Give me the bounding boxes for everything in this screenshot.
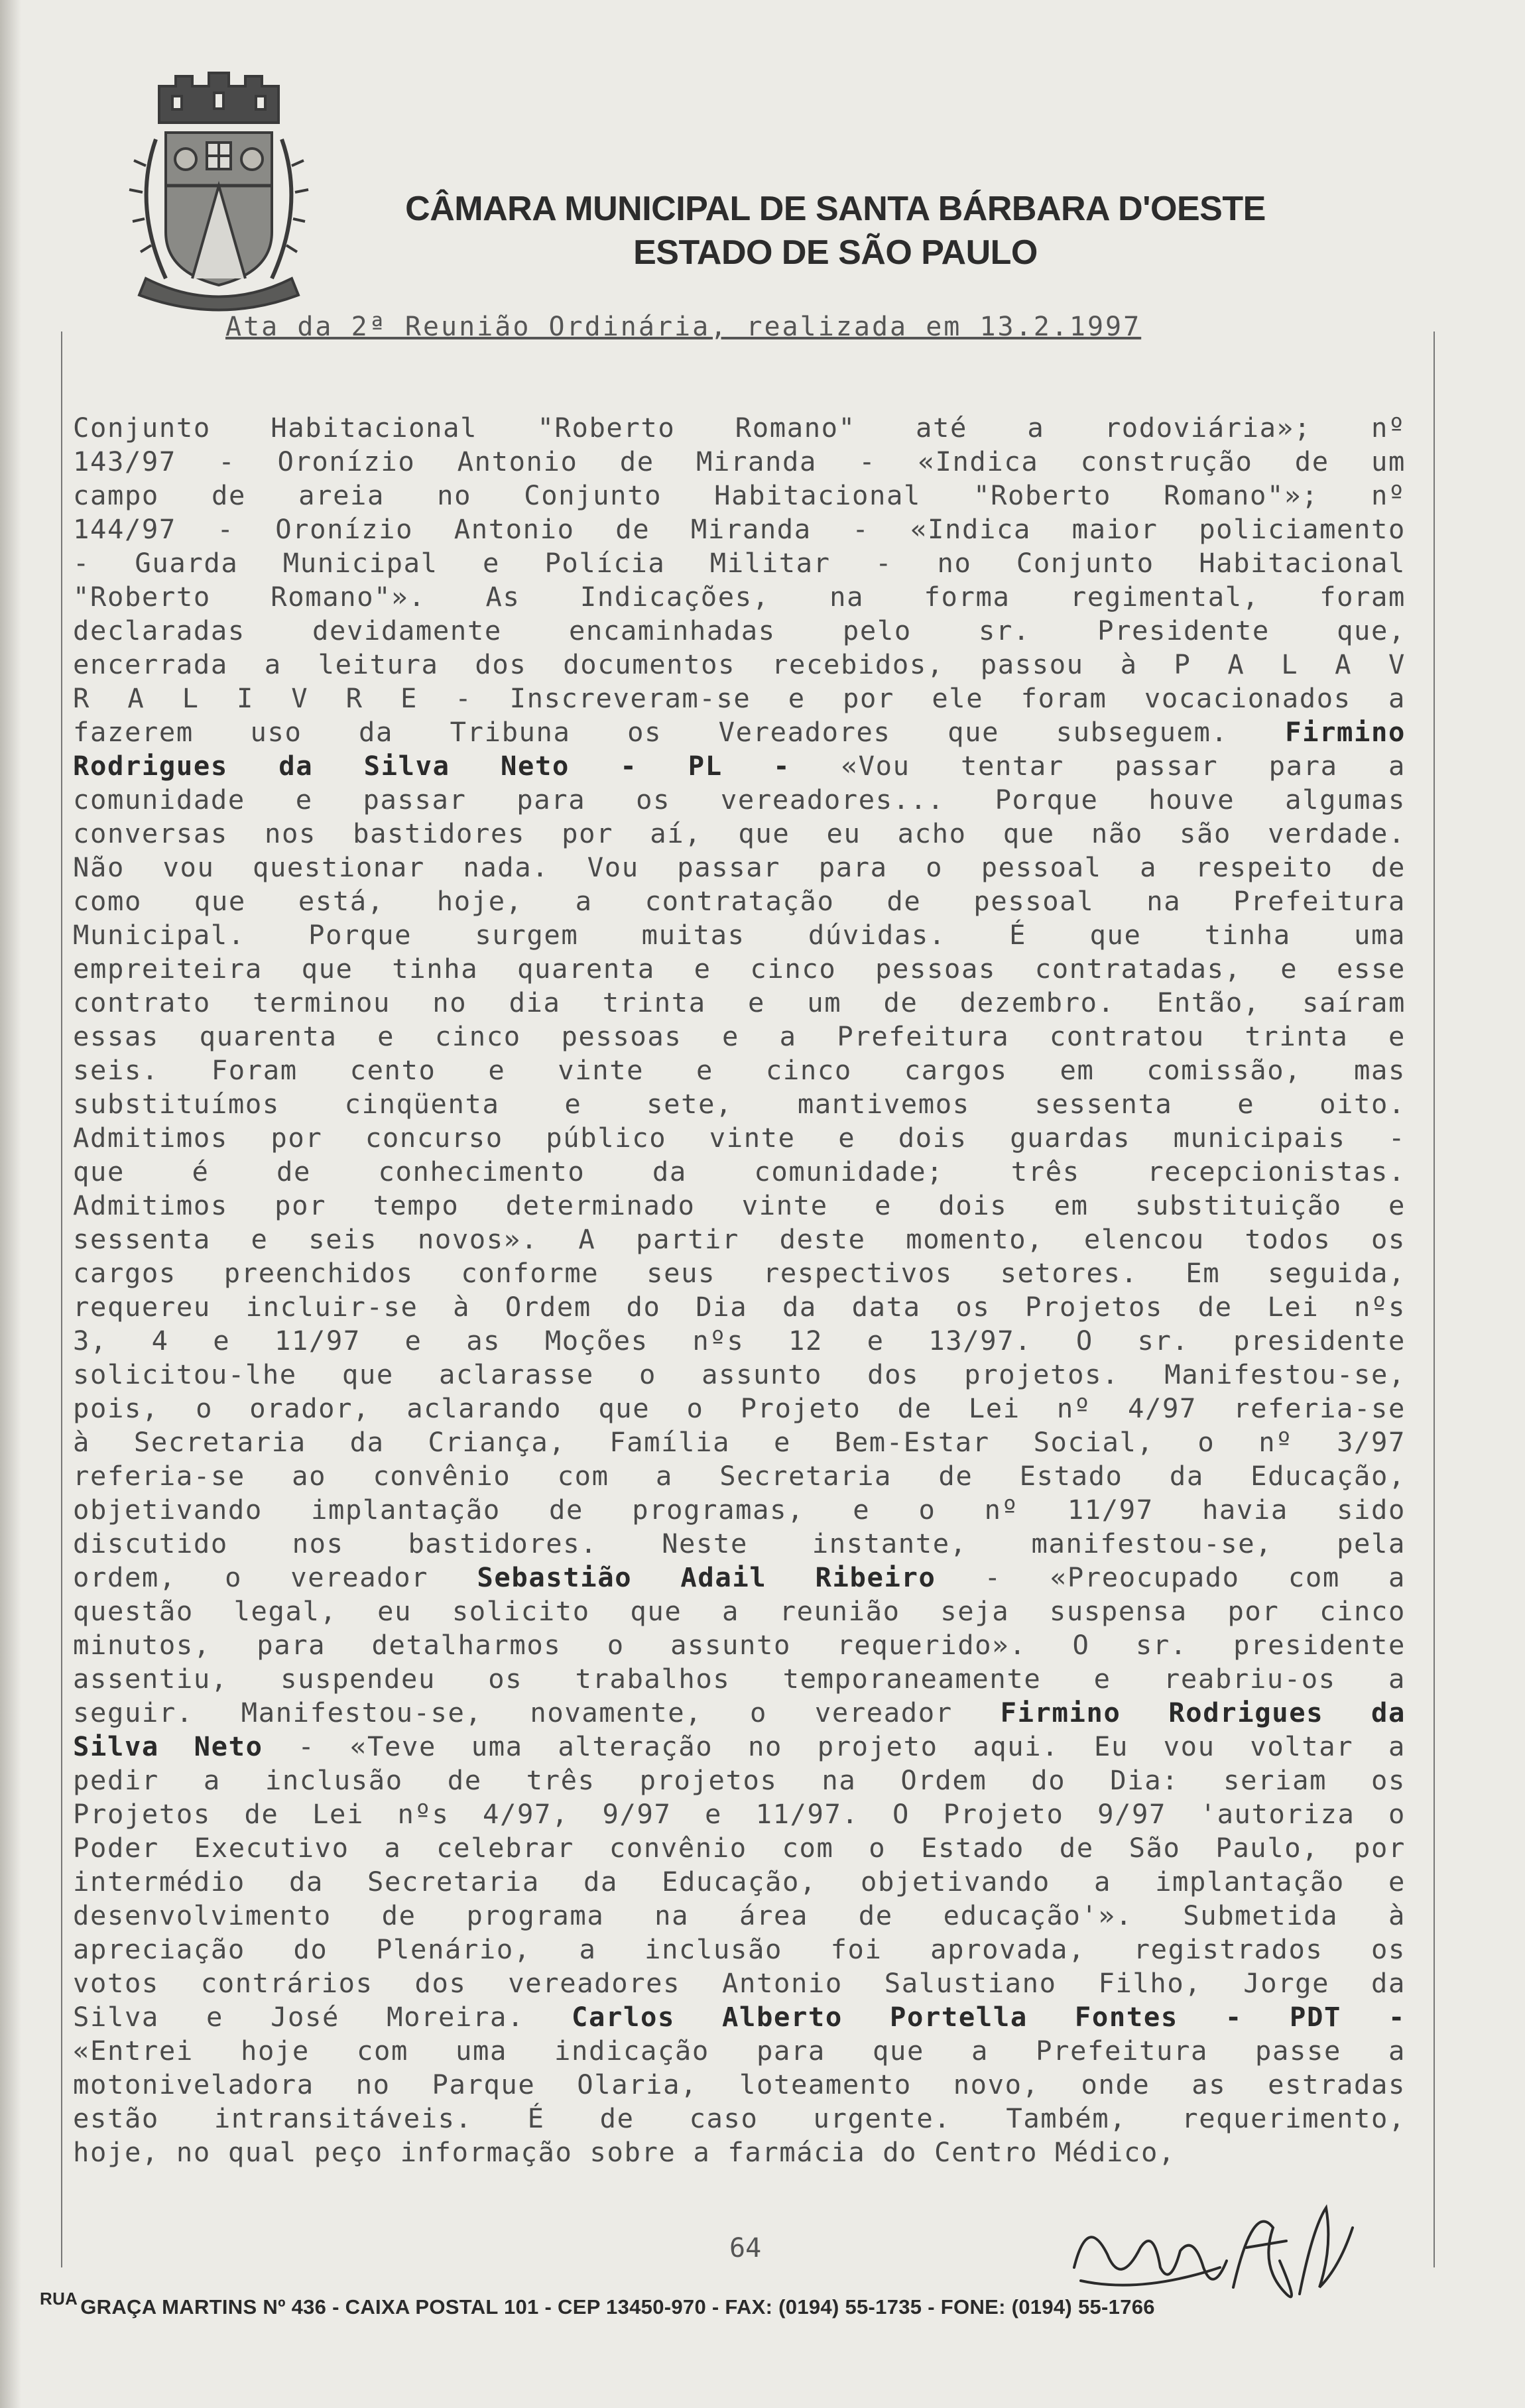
text-line bbox=[73, 1493, 1406, 1527]
text-line bbox=[73, 1764, 1406, 1797]
text-segment: referia-se ao convênio com a Secretaria de Estado da Educação, bbox=[73, 1460, 1406, 1492]
text-segment: essas quarenta e cinco pessoas e a Prefeitura contratou trinta e bbox=[73, 1020, 1406, 1052]
text-line bbox=[73, 783, 1406, 817]
text-segment: 143/97 - Oronízio Antonio de Miranda - «Indica construção de um bbox=[73, 446, 1406, 477]
text-segment: solicitou-lhe que aclarasse o assunto dos projetos. Manifestou-se, bbox=[73, 1358, 1406, 1390]
text-segment: Conjunto Habitacional "Roberto Romano" até a rodoviária»; nº bbox=[73, 412, 1406, 444]
text-line bbox=[73, 1730, 1406, 1764]
text-segment: requereu incluir-se à Ordem do Dia da data os Projetos de Lei nºs bbox=[73, 1291, 1406, 1323]
text-line bbox=[73, 1933, 1406, 1966]
left-margin-rule bbox=[61, 331, 62, 2267]
text-segment: Admitimos por concurso público vinte e dois guardas municipais - bbox=[73, 1122, 1406, 1154]
text-segment: questão legal, eu solicito que a reunião seja suspensa por cinco bbox=[73, 1595, 1406, 1627]
text-line bbox=[73, 1966, 1406, 2000]
municipal-coat-of-arms-logo bbox=[119, 60, 318, 312]
text-segment: ordem, o vereador bbox=[73, 1561, 477, 1593]
text-line bbox=[73, 546, 1406, 580]
text-line bbox=[73, 986, 1406, 1020]
minutes-body-text bbox=[73, 411, 1406, 2168]
text-segment: empreiteira que tinha quarenta e cinco pessoas contratadas, e esse bbox=[73, 953, 1406, 985]
text-line bbox=[73, 1020, 1406, 1054]
text-line bbox=[73, 1392, 1406, 1425]
text-segment: assentiu, suspendeu os trabalhos temporaneamente e reabriu-os a bbox=[73, 1663, 1406, 1695]
text-line bbox=[73, 817, 1406, 851]
text-line bbox=[73, 1054, 1406, 1087]
text-segment: Não vou questionar nada. Vou passar para o pessoal a respeito de bbox=[73, 851, 1406, 883]
text-segment: votos contrários dos vereadores Antonio Salustiano Filho, Jorge da bbox=[73, 1967, 1406, 1999]
text-line bbox=[73, 1189, 1406, 1223]
text-segment: sessenta e seis novos». A partir deste momento, elencou todos os bbox=[73, 1223, 1406, 1255]
text-line bbox=[73, 1865, 1406, 1899]
text-line bbox=[73, 715, 1406, 749]
footer-prefix: RUA bbox=[40, 2289, 78, 2309]
text-line bbox=[73, 1561, 1406, 1595]
text-segment: comunidade e passar para os vereadores... Porque houve algumas bbox=[73, 784, 1406, 815]
text-line bbox=[73, 1527, 1406, 1561]
text-segment: Poder Executivo a celebrar convênio com o Estado de São Paulo, por bbox=[73, 1832, 1406, 1864]
text-line bbox=[73, 1628, 1406, 1662]
text-line bbox=[73, 884, 1406, 918]
letterhead-footer bbox=[40, 2289, 1498, 2319]
text-segment: contrato terminou no dia trinta e um de dezembro. Então, saíram bbox=[73, 987, 1406, 1018]
text-segment: Municipal. Porque surgem muitas dúvidas. É que tinha uma bbox=[73, 919, 1406, 951]
text-segment: «Entrei hoje com uma indicação para que a Prefeitura passe a bbox=[73, 2035, 1406, 2067]
text-segment: conversas nos bastidores por aí, que eu acho que não são verdade. bbox=[73, 817, 1406, 849]
text-line bbox=[73, 648, 1406, 682]
text-segment: "Roberto Romano"». As Indicações, na forma regimental, foram bbox=[73, 581, 1406, 613]
bold-speaker-name: Firmino bbox=[1285, 716, 1406, 748]
minutes-title: Ata da 2ª Reunião Ordinária, realizada em 13.2.1997 bbox=[225, 312, 1142, 342]
text-segment: apreciação do Plenário, a inclusão foi aprovada, registrados os bbox=[73, 1933, 1406, 1965]
text-segment: cargos preenchidos conforme seus respectivos setores. Em seguida, bbox=[73, 1257, 1406, 1289]
text-line bbox=[73, 682, 1406, 715]
letterhead-title bbox=[391, 187, 1280, 274]
text-segment: fazerem uso da Tribuna os Vereadores que subseguem. bbox=[73, 716, 1286, 748]
text-line bbox=[73, 749, 1406, 783]
text-segment: seis. Foram cento e vinte e cinco cargos em comissão, mas bbox=[73, 1054, 1406, 1086]
text-segment: - «Preocupado com a bbox=[936, 1561, 1406, 1593]
text-line bbox=[73, 851, 1406, 884]
text-segment: seguir. Manifestou-se, novamente, o vereador bbox=[73, 1697, 1001, 1728]
text-line bbox=[73, 2000, 1406, 2034]
text-line bbox=[73, 2102, 1406, 2136]
text-segment: que é de conhecimento da comunidade; três recepcionistas. bbox=[73, 1156, 1406, 1187]
text-line bbox=[73, 1121, 1406, 1155]
text-line bbox=[73, 1290, 1406, 1324]
text-segment: - Guarda Municipal e Polícia Militar - no Conjunto Habitacional bbox=[73, 547, 1406, 579]
text-line bbox=[73, 445, 1406, 479]
bold-speaker-name: Silva Neto bbox=[73, 1730, 263, 1762]
text-line bbox=[73, 1662, 1406, 1696]
text-segment: substituímos cinqüenta e sete, mantivemos sessenta e oito. bbox=[73, 1088, 1406, 1120]
text-line bbox=[73, 1425, 1406, 1459]
text-line bbox=[73, 918, 1406, 952]
text-segment: Projetos de Lei nºs 4/97, 9/97 e 11/97. O Projeto 9/97 'autoriza o bbox=[73, 1798, 1406, 1830]
text-line bbox=[73, 1256, 1406, 1290]
letterhead-line-1: CÂMARA MUNICIPAL DE SANTA BÁRBARA D'OESTE bbox=[405, 190, 1266, 228]
text-line bbox=[73, 952, 1406, 986]
text-segment: - «Teve uma alteração no projeto aqui. Eu vou voltar a bbox=[263, 1730, 1406, 1762]
right-margin-rule bbox=[1433, 331, 1435, 2267]
text-segment: «Vou tentar passar para a bbox=[790, 750, 1406, 782]
text-segment: 144/97 - Oronízio Antonio de Miranda - «Indica maior policiamento bbox=[73, 513, 1406, 545]
text-segment: Admitimos por tempo determinado vinte e dois em substituição e bbox=[73, 1189, 1406, 1221]
text-line bbox=[73, 512, 1406, 546]
text-line bbox=[73, 411, 1406, 445]
text-segment: hoje, no qual peço informação sobre a farmácia do Centro Médico, bbox=[73, 2136, 1176, 2168]
text-segment: minutos, para detalharmos o assunto requerido». O sr. presidente bbox=[73, 1629, 1406, 1661]
text-segment: R A L I V R E - Inscreveram-se e por ele foram vocacionados a bbox=[73, 682, 1406, 714]
text-segment: intermédio da Secretaria da Educação, objetivando a implantação e bbox=[73, 1866, 1406, 1897]
text-segment: encerrada a leitura dos documentos recebidos, passou à P A L A V bbox=[73, 648, 1406, 680]
text-line bbox=[73, 1696, 1406, 1730]
letterhead-line-2: ESTADO DE SÃO PAULO bbox=[633, 233, 1038, 272]
text-line bbox=[73, 1797, 1406, 1831]
text-segment: como que está, hoje, a contratação de pessoal na Prefeitura bbox=[73, 885, 1406, 917]
text-segment: estão intransitáveis. É de caso urgente. Também, requerimento, bbox=[73, 2102, 1406, 2134]
text-segment: à Secretaria da Criança, Família e Bem-Estar Social, o nº 3/97 bbox=[73, 1426, 1406, 1458]
text-segment: objetivando implantação de programas, e o nº 11/97 havia sido bbox=[73, 1494, 1406, 1526]
text-line bbox=[73, 479, 1406, 512]
text-segment: campo de areia no Conjunto Habitacional "Roberto Romano"»; nº bbox=[73, 479, 1406, 511]
text-line bbox=[73, 2068, 1406, 2102]
text-segment: desenvolvimento de programa na área de educação'». Submetida à bbox=[73, 1899, 1406, 1931]
text-line bbox=[73, 614, 1406, 648]
text-segment: pedir a inclusão de três projetos na Ordem do Dia: seriam os bbox=[73, 1764, 1406, 1796]
text-segment: declaradas devidamente encaminhadas pelo sr. Presidente que, bbox=[73, 615, 1406, 646]
text-line bbox=[73, 1155, 1406, 1189]
text-line bbox=[73, 1223, 1406, 1256]
bold-speaker-name: Sebastião Adail Ribeiro bbox=[477, 1561, 936, 1593]
text-line bbox=[73, 1831, 1406, 1865]
text-line bbox=[73, 1324, 1406, 1358]
text-line bbox=[73, 2136, 1406, 2169]
text-segment: motoniveladora no Parque Olaria, loteamento novo, onde as estradas bbox=[73, 2069, 1406, 2100]
text-segment: Silva e José Moreira. bbox=[73, 2001, 572, 2033]
text-segment: pois, o orador, aclarando que o Projeto de Lei nº 4/97 referia-se bbox=[73, 1392, 1406, 1424]
text-line bbox=[73, 1459, 1406, 1493]
text-line bbox=[73, 580, 1406, 614]
bold-speaker-name: Carlos Alberto Portella Fontes - PDT - bbox=[572, 2001, 1406, 2033]
text-segment: discutido nos bastidores. Neste instante, manifestou-se, pela bbox=[73, 1528, 1406, 1559]
text-line bbox=[73, 1595, 1406, 1628]
text-line bbox=[73, 2034, 1406, 2068]
page-edge-shadow bbox=[0, 0, 21, 2408]
bold-speaker-name: Rodrigues da Silva Neto - PL - bbox=[73, 750, 791, 782]
bold-speaker-name: Firmino Rodrigues da bbox=[1000, 1697, 1406, 1728]
text-line bbox=[73, 1358, 1406, 1392]
page-number: 64 bbox=[729, 2233, 762, 2263]
text-segment: 3, 4 e 11/97 e as Moções nºs 12 e 13/97. O sr. presidente bbox=[73, 1325, 1406, 1356]
text-line bbox=[73, 1899, 1406, 1933]
footer-address: GRAÇA MARTINS Nº 436 - CAIXA POSTAL 101 - CEP 13450-970 - FAX: (0194) 55-1735 - FONE: (0194) 55-1766 bbox=[80, 2295, 1155, 2318]
text-line bbox=[73, 1087, 1406, 1121]
